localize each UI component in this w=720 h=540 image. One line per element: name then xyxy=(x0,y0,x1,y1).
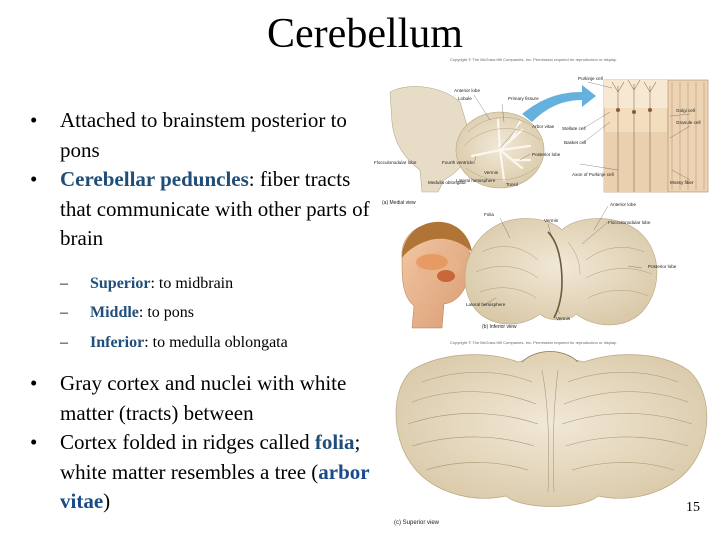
bullet-4 xyxy=(30,428,372,517)
sub-bullet-dash: – xyxy=(60,333,68,351)
sub-bullet-1-text: : to midbrain xyxy=(150,274,234,292)
bullet-4-emphasis-arbor-vitae: arbor vitae xyxy=(60,459,370,513)
label-lateral-hemisphere-a: Lateral hemisphere xyxy=(456,178,496,183)
sub-bullet-3-text: : to medulla oblongata xyxy=(144,333,288,351)
bullet-dot: • xyxy=(30,371,38,395)
label-granule-cell: Granule cell xyxy=(676,120,701,125)
caption-inferior-view: (b) Inferior view xyxy=(482,324,517,330)
sub-bullet-2-emphasis: Middle xyxy=(90,304,139,321)
cerebellum-figure xyxy=(372,52,716,532)
label-vermis-a: Vermis xyxy=(484,170,499,175)
sub-bullet-2-text: : to pons xyxy=(138,304,195,321)
label-posterior-lobe-b: Posterior lobe xyxy=(648,264,677,269)
magnification-arrow xyxy=(522,85,596,122)
caption-superior-view: (c) Superior view xyxy=(394,520,440,526)
sub-bullet-2 xyxy=(30,298,372,328)
bullet-1 xyxy=(30,106,372,165)
label-fourth-ventricle: Fourth ventricle xyxy=(442,160,474,165)
bullet-4-mid: ; white matter resembles a tree ( xyxy=(60,430,361,484)
label-primary-fissure: Primary fissure xyxy=(508,96,539,101)
slide-title: Cerebellum xyxy=(267,11,463,57)
sub-bullet-dash: – xyxy=(60,304,68,321)
panel-b-inferior-view xyxy=(402,202,677,330)
bullet-dot: • xyxy=(30,108,38,132)
head-illustration xyxy=(402,222,472,328)
slide-body xyxy=(30,106,372,517)
sub-bullet-1 xyxy=(30,269,372,299)
bullet-2-emphasis: Cerebellar peduncles xyxy=(60,167,249,191)
sub-bullet-3 xyxy=(30,328,372,358)
cerebellum-superior xyxy=(396,355,707,507)
label-flocculonodular-a: Flocculonodular lobe xyxy=(374,160,417,165)
bullet-2 xyxy=(30,165,372,254)
bullet-dot: • xyxy=(30,167,38,191)
label-posterior-lobe: Posterior lobe xyxy=(532,152,561,157)
panel-c-superior-view xyxy=(394,352,707,527)
copyright-line-b: Copyright © The McGraw-Hill Companies, Inc. Permission required for reproduction or display. xyxy=(450,340,617,345)
bullet-2-text: : fiber tracts that communicate with other parts of brain xyxy=(60,167,370,250)
label-golgi-cell: Golgi cell xyxy=(676,108,695,113)
label-arbor-vitae: Arbor vitae xyxy=(532,124,555,129)
label-vermis-b-top: Vermis xyxy=(544,218,559,223)
sub-bullet-3-emphasis: Inferior xyxy=(90,333,145,351)
label-lateral-hemisphere-b: Lateral hemisphere xyxy=(466,302,506,307)
panel-a-medial-view xyxy=(374,76,708,206)
label-folia: Folia xyxy=(484,212,494,217)
bullet-4-emphasis-folia: folia xyxy=(314,430,355,454)
label-mossy-fiber: Mossy fiber xyxy=(670,180,694,185)
label-basket-cell: Basket cell xyxy=(564,140,587,145)
label-flocculonodular-b: Flocculonodular lobe xyxy=(608,220,651,225)
bullet-4-pre: Cortex folded in ridges called xyxy=(60,430,315,454)
label-lobule: Lobule xyxy=(458,96,472,101)
label-axon-purkinje: Axon of Purkinje cell xyxy=(572,172,614,177)
label-tonsil: Tonsil xyxy=(506,182,518,187)
caption-medial-view: (a) Medial view xyxy=(382,200,416,206)
bullet-1-text: Attached to brainstem posterior to pons xyxy=(60,108,347,162)
bullet-4-post: ) xyxy=(103,489,111,513)
label-medulla-oblongata: Medulla oblongata xyxy=(428,180,466,185)
bullet-3 xyxy=(30,369,372,428)
sub-bullet-1-emphasis: Superior xyxy=(90,274,151,292)
page-number: 15 xyxy=(686,500,700,515)
bullet-3-text: Gray cortex and nuclei with white matter (tracts) between xyxy=(60,371,347,425)
label-anterior-lobe: Anterior lobe xyxy=(454,88,481,93)
label-purkinje-cell: Purkinje cell xyxy=(578,76,603,81)
bullet-dot: • xyxy=(30,430,38,454)
sub-bullet-dash: – xyxy=(60,274,68,292)
copyright-line-a: Copyright © The McGraw-Hill Companies, Inc. Permission required for reproduction or display. xyxy=(450,57,617,62)
label-stellate-cell: Stellate cell xyxy=(562,126,586,131)
label-anterior-lobe-b: Anterior lobe xyxy=(610,202,637,207)
label-vermis-b-bottom: Vermis xyxy=(556,316,571,321)
